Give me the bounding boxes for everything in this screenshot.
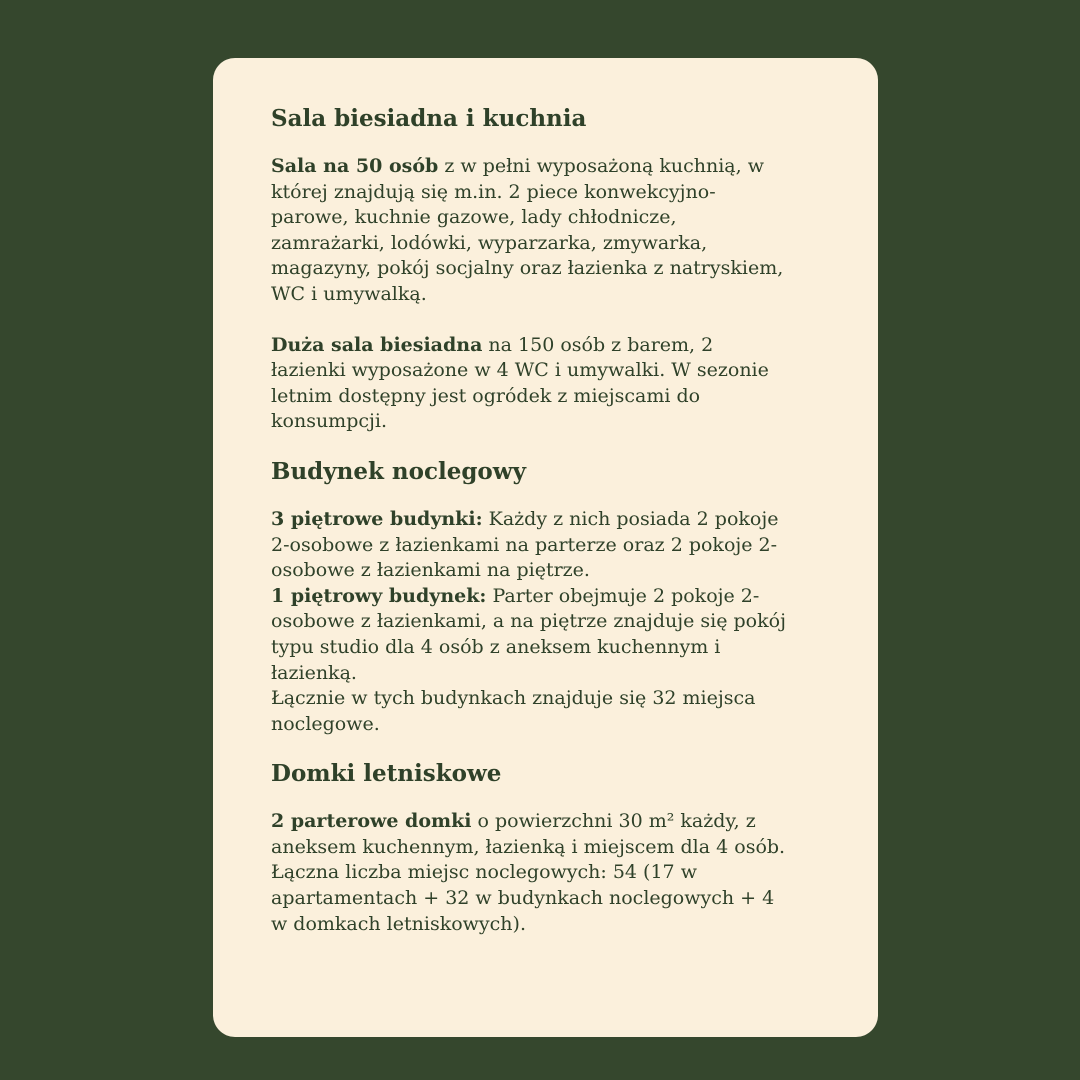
card-content — [271, 104, 791, 937]
paragraph-text: z w pełni wyposażoną kuchnią, w której znajdują się m.in. 2 piece konwekcyjno-parowe, kuchnie gazowe, lady chłodnicze, zamrażarki, lodówki, wyparzarka, zmywarka, magazyny, pokój socjalny oraz łazienka z natryskiem, WC i umywalką. — [271, 155, 784, 305]
section-heading-lodging-building: Budynek noclegowy — [271, 457, 526, 485]
paragraph-big-hall — [271, 333, 791, 435]
info-card — [213, 58, 878, 1037]
paragraph-lede: 2 parterowe domki — [271, 810, 472, 833]
section-heading-hall-kitchen: Sala biesiadna i kuchnia — [271, 105, 587, 132]
paragraph-text: Każdy z nich posiada 2 pokoje 2-osobowe z łazienkami na parterze oraz 2 pokoje 2-osobowe z łazienkami na piętrze. — [271, 507, 779, 582]
paragraph-one-storey — [271, 584, 791, 686]
paragraph-three-storey — [271, 507, 791, 584]
paragraph-lede: Duża sala biesiadna — [271, 333, 483, 356]
paragraph-text: o powierzchni 30 m² każdy, z aneksem kuchennym, łazienką i miejscem dla 4 osób. — [271, 810, 786, 858]
section-heading-summer-houses: Domki letniskowe — [271, 760, 502, 788]
paragraph-hall-50 — [271, 154, 791, 308]
paragraph-summer-houses — [271, 809, 791, 860]
paragraph-lede: Sala na 50 osób — [271, 155, 439, 177]
paragraph-lede: 3 piętrowe budynki: — [271, 507, 483, 530]
paragraph-total-places: Łączna liczba miejsc noclegowych: 54 (17 w apartamentach + 32 w budynkach noclegowych + 4 w domkach letniskowych). — [271, 861, 775, 935]
paragraph-lodging-total: Łącznie w tych budynkach znajduje się 32 miejsca noclegowe. — [271, 687, 756, 735]
paragraph-lede: 1 piętrowy budynek: — [271, 584, 487, 607]
paragraph-text: na 150 osób z barem, 2 łazienki wyposażone w 4 WC i umywalki. W sezonie letnim dostępny jest ogródek z miejscami do konsumpcji. — [271, 333, 769, 433]
paragraph-text: Parter obejmuje 2 pokoje 2-osobowe z łazienkami, a na piętrze znajduje się pokój typu studio dla 4 osób z aneksem kuchennym i łazienką. — [271, 584, 786, 684]
